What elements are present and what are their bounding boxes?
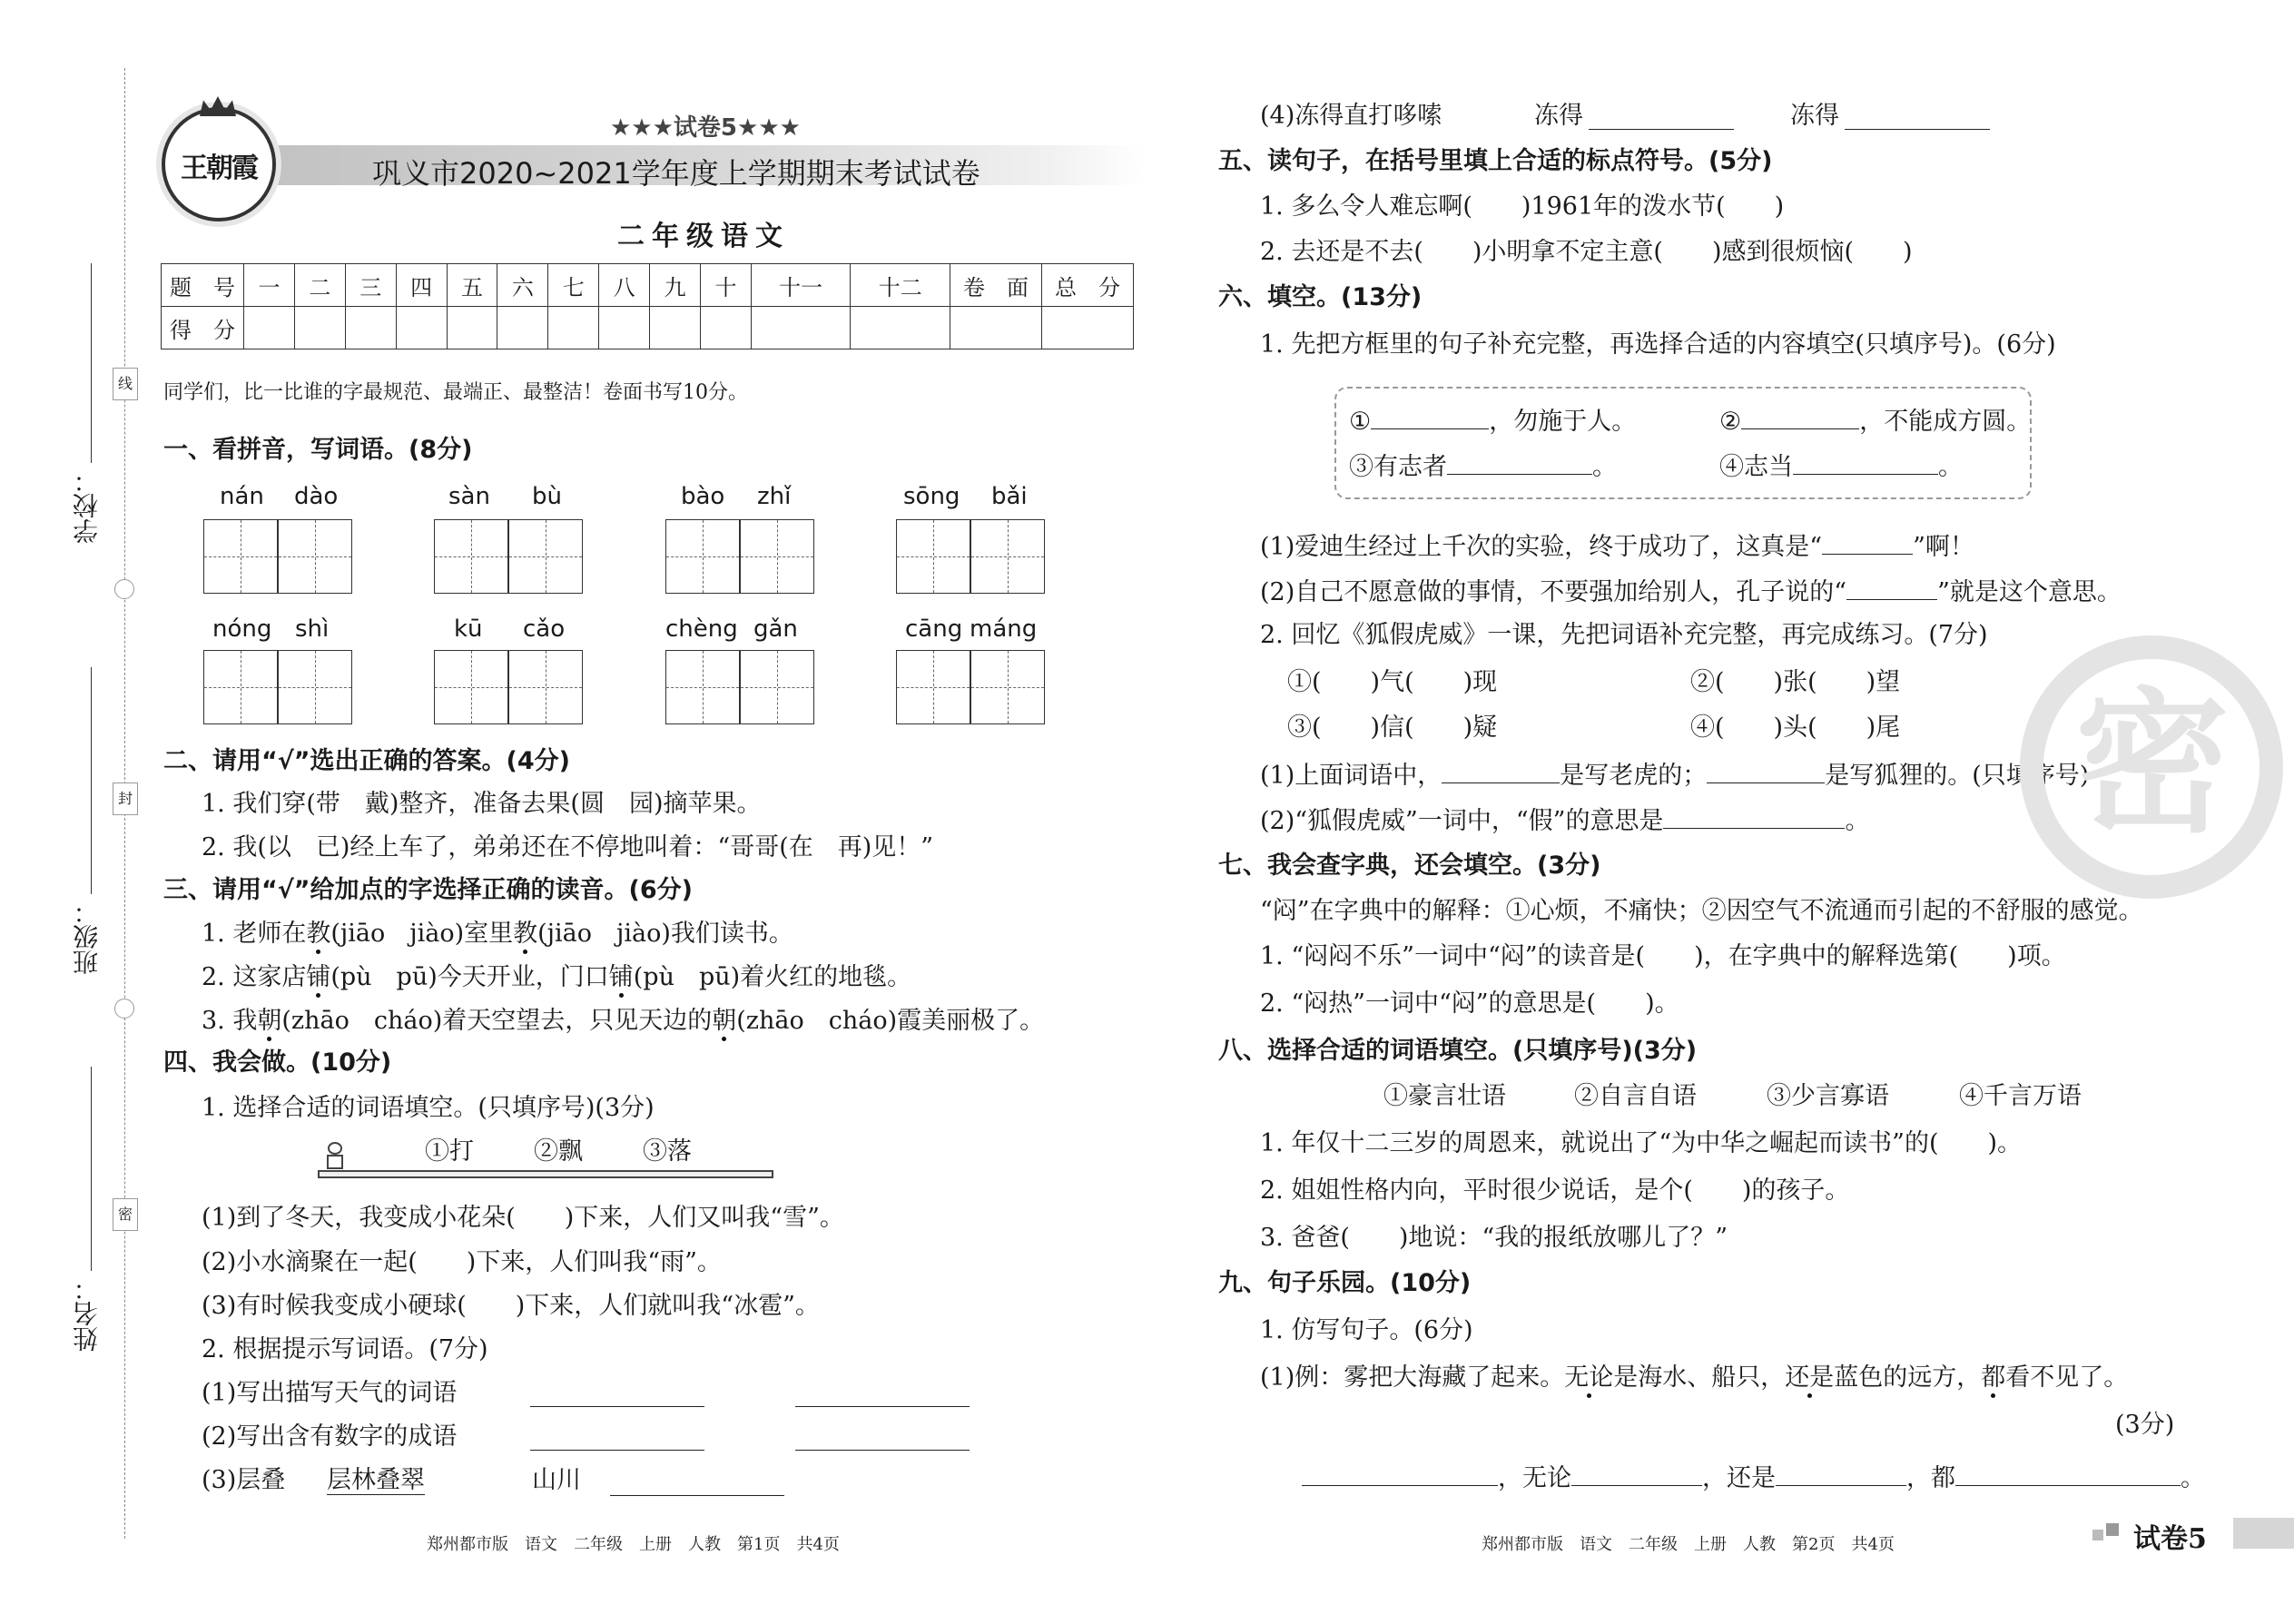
tianzige-cell[interactable]	[896, 519, 970, 594]
pinyin: cāng	[905, 615, 963, 643]
q8-title: 八、选择合适的词语填空。(只填序号)(3分)	[1218, 1037, 1698, 1065]
q3-text: (pù pū)着火红的地毯。	[633, 963, 912, 991]
q9-text: 。	[2181, 1464, 2205, 1492]
q3-title: 三、请用“√”给加点的字选择正确的读音。(6分)	[163, 876, 693, 904]
q4-fill-line: (1)到了冬天，我变成小花朵( )下来，人们又叫我“雪”。	[202, 1204, 844, 1232]
class-field[interactable]	[91, 667, 92, 894]
school-label: 学校：	[72, 468, 102, 544]
score-row-label: 得 分	[162, 307, 244, 349]
score-cell[interactable]	[244, 307, 295, 349]
score-cell[interactable]	[701, 307, 752, 349]
dotted-char: 朝	[257, 1007, 282, 1035]
q9-points: (3分)	[2115, 1411, 2175, 1439]
score-cell[interactable]	[851, 307, 950, 349]
answer-blank[interactable]	[1707, 761, 1825, 783]
answer-blank[interactable]	[1845, 129, 1990, 130]
tianzige-cell[interactable]	[508, 650, 583, 724]
pinyin: sàn	[448, 483, 490, 510]
q8-line: 2. 姐姐性格内向，平时很少说话，是个( )的孩子。	[1260, 1176, 1850, 1205]
q7-line: 2. “闷热”一词中“闷”的意思是( )。	[1260, 989, 1679, 1018]
answer-blank[interactable]	[1822, 532, 1913, 555]
brand-logo-crown-icon	[200, 96, 236, 116]
score-header-cell: 题 号	[162, 264, 244, 307]
answer-blank[interactable]	[1442, 761, 1560, 783]
pinyin: bǎi	[991, 483, 1028, 510]
pinyin: bào	[681, 483, 725, 510]
score-header-cell: 一	[244, 264, 295, 307]
answer-blank[interactable]	[1571, 1463, 1702, 1486]
score-cell[interactable]	[294, 307, 345, 349]
name-field[interactable]	[91, 1067, 92, 1271]
q4-option: ③落	[643, 1137, 692, 1166]
seal-text: 密	[2074, 673, 2230, 854]
score-cell[interactable]	[345, 307, 396, 349]
q6-exercise-1	[1260, 761, 2089, 788]
q9-text: ，都	[1906, 1464, 1955, 1492]
tianzige-cell[interactable]	[434, 650, 508, 724]
brand-logo	[162, 107, 276, 221]
q4-prompt: (1)写出描写天气的词语	[202, 1379, 458, 1407]
tianzige-cell[interactable]	[740, 519, 814, 594]
q4-example: 层林叠翠	[327, 1466, 425, 1494]
score-cell[interactable]	[396, 307, 447, 349]
pinyin: shì	[295, 615, 330, 643]
q4-option: ①打	[425, 1137, 474, 1166]
q6-text: ”就是这个意思。	[1937, 578, 2122, 606]
feng-marker: 封	[113, 782, 138, 815]
tianzige-cell[interactable]	[203, 519, 278, 594]
q4-sub1: 1. 选择合适的词语填空。(只填序号)(3分)	[202, 1094, 655, 1122]
q3-text: 3. 我	[202, 1007, 258, 1035]
q4-fill-line: (3)有时候我变成小硬球( )下来，人们就叫我“冰雹”。	[202, 1292, 820, 1320]
q9-text: 蓝色的远方，	[1834, 1363, 1982, 1392]
answer-blank[interactable]	[795, 1406, 970, 1407]
q6-box-text: 。	[1938, 453, 1963, 481]
q2-line: 2. 我(以 已)经上车了，弟弟还在不停地叫着：“哥哥(在 再)见！”	[202, 833, 934, 861]
q7-definition: “闷”在字典中的解释：①心烦，不痛快；②因空气不流通而引起的不舒服的感觉。	[1260, 897, 2143, 925]
q8-option: ②自言自语	[1574, 1082, 1697, 1110]
pinyin: bù	[532, 483, 562, 510]
q4-cont-line	[1260, 103, 1442, 128]
corner-decoration	[2092, 1530, 2103, 1540]
q8-option: ③少言寡语	[1767, 1082, 1889, 1110]
dotted-char: 铺	[608, 963, 634, 991]
notice-text: 同学们，比一比谁的字最规范、最端正、最整洁！卷面书写10分。	[163, 381, 748, 404]
answer-blank[interactable]	[1663, 806, 1845, 829]
q8-line: 3. 爸爸( )地说：“我的报纸放哪儿了？”	[1260, 1224, 1728, 1252]
q9-template	[1302, 1463, 2205, 1491]
q3-text: (pù pū)今天开业，门口	[330, 963, 609, 991]
q4-title: 四、我会做。(10分)	[163, 1048, 392, 1077]
q9-text: (1)例：雾把大海藏了起来。	[1260, 1363, 1565, 1392]
score-header-cell: 十二	[851, 264, 950, 307]
q9-title: 九、句子乐园。(10分)	[1218, 1269, 1472, 1297]
exam-title: 巩义市2020~2021学年度上学期期末考试试卷	[372, 156, 980, 191]
tianzige-cell[interactable]	[970, 650, 1045, 724]
q6-title: 六、填空。(13分)	[1218, 283, 1423, 311]
dotted-char: 铺	[306, 963, 331, 991]
answer-blank[interactable]	[1776, 1463, 1906, 1486]
q4-option: ②飘	[534, 1137, 583, 1166]
q4-fill-line: (2)小水滴聚在一起( )下来，人们叫我“雨”。	[202, 1248, 722, 1276]
score-header-cell: 八	[599, 264, 650, 307]
q6-text: 是写狐狸的。(只填序号)	[1825, 762, 2090, 790]
q9-sub1: 1. 仿写句子。(6分)	[1260, 1316, 1473, 1344]
q6-box-text: 。	[1592, 453, 1617, 481]
score-cell[interactable]	[751, 307, 851, 349]
score-header-cell: 四	[396, 264, 447, 307]
dotted-word: 还是	[1785, 1363, 1835, 1392]
q6-box-item	[1349, 407, 1636, 434]
q6-dashed-box	[1334, 387, 2032, 499]
score-header-cell: 卷 面	[950, 264, 1042, 307]
score-cell[interactable]	[497, 307, 548, 349]
q6-text: 。	[1845, 807, 1870, 835]
score-header-cell: 总 分	[1042, 264, 1134, 307]
q2-title: 二、请用“√”选出正确的答案。(4分)	[163, 747, 570, 775]
q9-text: ，无论	[1498, 1464, 1571, 1492]
q5-title: 五、读句子，在括号里填上合适的标点符号。(5分)	[1218, 147, 1773, 175]
q6-sub2: 2. 回忆《狐假虎威》一课，先把词语补充完整，再完成练习。(7分)	[1260, 621, 1988, 649]
answer-blank[interactable]	[1589, 129, 1734, 130]
q6-text: ”啊！	[1913, 533, 1974, 561]
xian-marker: 线	[113, 368, 138, 400]
score-header-cell: 二	[294, 264, 345, 307]
q9-text: 是海水、船只，	[1613, 1363, 1786, 1392]
q6-text: (2)自己不愿意做的事情，不要强加给别人，孔子说的“	[1260, 578, 1847, 606]
q6-box-text: ③有志者	[1349, 453, 1447, 481]
score-cell[interactable]	[950, 307, 1042, 349]
q4-cont-text: (4)冻得直打哆嗦	[1260, 102, 1442, 130]
left-footer: 郑州都市版 语文 二年级 上册 人教 第1页 共4页	[427, 1535, 840, 1554]
answer-blank[interactable]	[530, 1406, 704, 1407]
q6-sub1: 1. 先把方框里的句子补充完整，再选择合适的内容填空(只填序号)。(6分)	[1260, 330, 2056, 359]
answer-blank[interactable]	[1371, 407, 1489, 429]
q6-box-item	[1349, 452, 1617, 479]
q6-text: 是写老虎的；	[1560, 762, 1708, 790]
tianzige-cell[interactable]	[740, 650, 814, 724]
pinyin: chèng	[665, 615, 738, 643]
q2-line: 1. 我们穿(带 戴)整齐，准备去果(圆 园)摘苹果。	[202, 790, 762, 818]
q3-line-3	[202, 1009, 1044, 1033]
q9-text: 看不见了。	[2005, 1363, 2129, 1392]
tianzige-cell[interactable]	[896, 650, 970, 724]
q9-example	[1260, 1365, 2128, 1390]
q6-word: ②( )张( )望	[1690, 668, 1901, 696]
pinyin: gǎn	[753, 615, 798, 643]
corner-bar	[2233, 1518, 2294, 1549]
answer-blank[interactable]	[1302, 1463, 1498, 1486]
tianzige-cell[interactable]	[665, 519, 740, 594]
q3-text: (zhāo cháo)霞美丽极了。	[736, 1007, 1045, 1035]
pinyin: máng	[970, 615, 1038, 643]
brand-logo-text: 王朝霞	[181, 153, 257, 184]
q1-title: 一、看拼音，写词语。(8分)	[163, 436, 473, 464]
tianzige-cell[interactable]	[278, 650, 352, 724]
mi-marker: 密	[113, 1198, 138, 1231]
score-header-cell: 六	[497, 264, 548, 307]
answer-blank[interactable]	[610, 1495, 784, 1496]
right-footer: 郑州都市版 语文 二年级 上册 人教 第2页 共4页	[1482, 1535, 1895, 1554]
q6-exercise-2	[1260, 806, 1869, 833]
score-cell[interactable]	[548, 307, 599, 349]
dotted-word: 无论	[1564, 1363, 1614, 1392]
score-table-score-row	[162, 307, 1134, 349]
q6-text: (1)爱迪生经过上千次的实验，终于成功了，这真是“	[1260, 533, 1823, 561]
score-header-cell: 三	[345, 264, 396, 307]
score-cell[interactable]	[599, 307, 650, 349]
q4-cont-text: 冻得	[1790, 102, 1839, 130]
q6-text: (2)“狐假虎威”一词中，“假”的意思是	[1260, 807, 1664, 835]
q3-line-2	[202, 965, 911, 989]
pinyin: nóng	[212, 615, 272, 643]
dotted-char: 教	[513, 920, 538, 948]
q5-line: 1. 多么令人难忘啊( )1961年的泼水节( )	[1260, 192, 1785, 221]
q6-box-item	[1719, 407, 2031, 434]
q4-prompt: (2)写出含有数字的成语	[202, 1422, 458, 1451]
q8-line: 1. 年仅十二三岁的周恩来，就说出了“为中华之崛起而读书”的( )。	[1260, 1129, 2023, 1157]
answer-blank[interactable]	[1846, 577, 1937, 600]
score-header-cell: 五	[447, 264, 497, 307]
secret-seal-stamp	[2020, 635, 2283, 899]
q6-word: ④( )头( )尾	[1690, 714, 1901, 742]
q4-prompt: (3)层叠	[202, 1466, 286, 1494]
margin-circle-icon	[114, 999, 134, 1019]
tianzige-cell[interactable]	[970, 519, 1045, 594]
score-header-cell: 十	[701, 264, 752, 307]
q3-text: (jiāo jiào)我们读书。	[537, 920, 793, 948]
q6-box-text: ①	[1349, 408, 1372, 436]
dotted-char: 朝	[712, 1007, 737, 1035]
q6-box-item	[1719, 452, 1963, 479]
dotted-char: 教	[306, 920, 331, 948]
pinyin: sōng	[903, 483, 960, 510]
corner-decoration	[2106, 1523, 2119, 1536]
score-table-header-row	[162, 264, 1134, 307]
score-header-cell: 十一	[751, 264, 851, 307]
q6-text: (1)上面词语中，	[1260, 762, 1442, 790]
tianzige-cell[interactable]	[665, 650, 740, 724]
class-label: 班级：	[72, 899, 102, 975]
pinyin: dào	[294, 483, 339, 510]
dotted-word: 都	[1981, 1363, 2006, 1392]
score-cell[interactable]	[650, 307, 701, 349]
q6-word: ①( )气( )现	[1287, 668, 1498, 696]
q3-line-1	[202, 921, 793, 946]
q8-option: ④千言万语	[1959, 1082, 2082, 1110]
q3-text: 1. 老师在	[202, 920, 307, 948]
q6-fill-2	[1260, 577, 2122, 605]
q6-box-text: ，不能成方圆。	[1859, 408, 2032, 436]
corner-label: 试卷5	[2133, 1523, 2207, 1555]
q6-box-text: ，勿施于人。	[1489, 408, 1637, 436]
name-label: 姓名：	[72, 1275, 102, 1352]
q5-line: 2. 去还是不去( )小明拿不定主意( )感到很烦恼( )	[1260, 238, 1913, 266]
answer-blank[interactable]	[1793, 452, 1938, 475]
tianzige-cell[interactable]	[278, 519, 352, 594]
pinyin: zhǐ	[757, 483, 792, 510]
q6-fill-1	[1260, 532, 1974, 559]
answer-blank[interactable]	[530, 1450, 704, 1451]
answer-blank[interactable]	[795, 1450, 970, 1451]
q6-box-text: ④志当	[1719, 453, 1793, 481]
tianzige-cell[interactable]	[434, 519, 508, 594]
shelf-icon	[318, 1170, 773, 1178]
q3-text: (zhāo cháo)着天空望去，只见天边的	[281, 1007, 713, 1035]
score-header-cell: 九	[650, 264, 701, 307]
q3-text: 2. 这家店	[202, 963, 307, 991]
school-field[interactable]	[91, 263, 92, 463]
score-cell[interactable]	[1042, 307, 1134, 349]
score-header-cell: 七	[548, 264, 599, 307]
q7-title: 七、我会查字典，还会填空。(3分)	[1218, 851, 1601, 880]
q4-cont-text: 冻得	[1534, 102, 1583, 130]
pinyin: kū	[454, 615, 483, 643]
pinyin: nán	[220, 483, 264, 510]
margin-circle-icon	[114, 579, 134, 599]
q6-word: ③( )信( )疑	[1287, 714, 1498, 742]
q4-sub2: 2. 根据提示写词语。(7分)	[202, 1335, 488, 1363]
answer-blank[interactable]	[1955, 1463, 2181, 1486]
q4-prompt: 山川	[532, 1466, 581, 1494]
answer-blank[interactable]	[1447, 452, 1592, 475]
paper-badge: ★★★试卷5★★★	[610, 114, 801, 142]
q7-line: 1. “闷闷不乐”一词中“闷”的读音是( )，在字典中的解释选第( )项。	[1260, 942, 2066, 970]
answer-blank[interactable]	[1741, 407, 1859, 429]
q9-text: ，还是	[1702, 1464, 1776, 1492]
tianzige-cell[interactable]	[203, 650, 278, 724]
potted-plant-icon	[325, 1142, 345, 1169]
score-table	[161, 263, 1134, 349]
grade-subject-title: 二年级语文	[617, 221, 790, 252]
q3-text: (jiāo jiào)室里	[330, 920, 514, 948]
q6-box-text: ②	[1719, 408, 1742, 436]
q8-option: ①豪言壮语	[1383, 1082, 1506, 1110]
tianzige-cell[interactable]	[508, 519, 583, 594]
pinyin: cǎo	[523, 615, 566, 643]
score-cell[interactable]	[447, 307, 497, 349]
